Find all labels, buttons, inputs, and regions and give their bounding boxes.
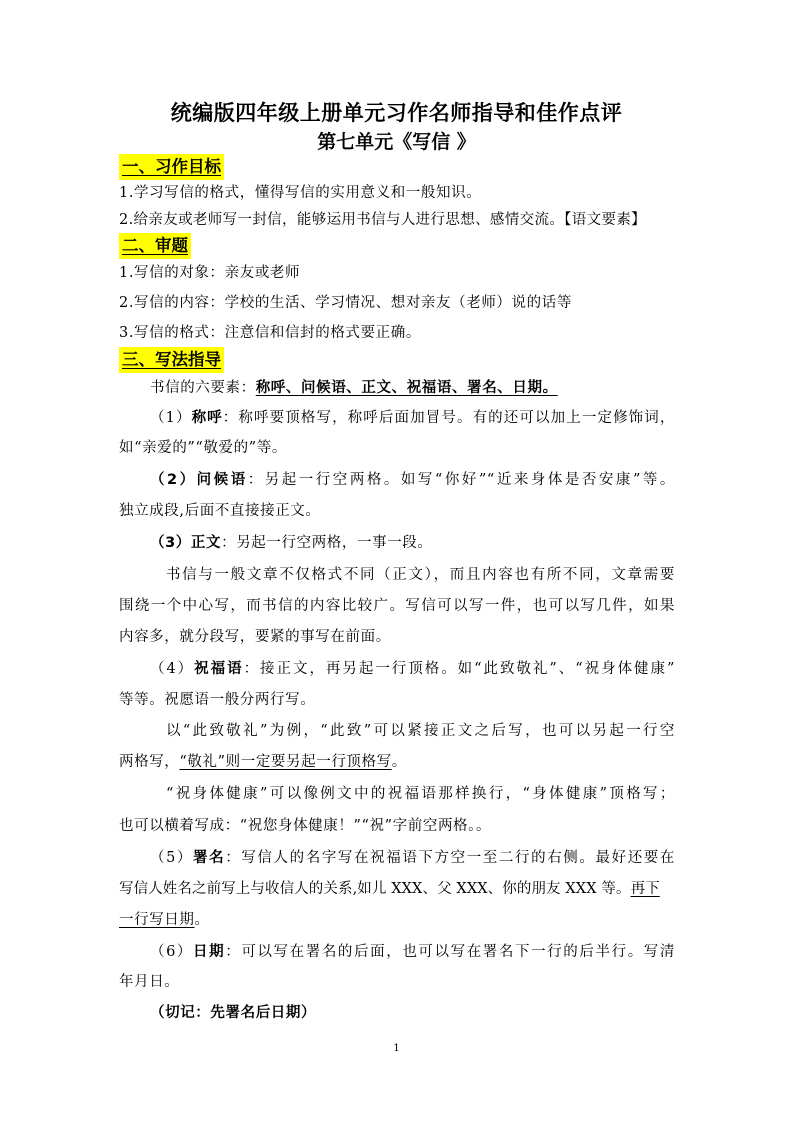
- paragraph-2-number: （2）: [150, 472, 197, 488]
- goal-item-2: 2.给亲友或老师写一封信，能够运用书信与人进行思想、感情交流。【语文要素】: [119, 212, 647, 228]
- paragraph-1-number: （1）: [150, 410, 192, 426]
- review-item-2: 2.写信的内容：学校的生活、学习情况、想对亲友（老师）说的话等: [119, 295, 572, 311]
- goal-item-1: 1.学习写信的格式，懂得写信的实用意义和一般知识。: [119, 185, 482, 201]
- note-line: （切记：先署名后日期）: [150, 1005, 317, 1021]
- paragraph-2-text: ：另起一行空两格。如写“你好”“近来身体是否安康”等。: [247, 472, 676, 488]
- paragraph-3b-line-1: 书信与一般文章不仅格式不同（正文），而且内容也有所不同，文章需要: [166, 567, 675, 583]
- paragraph-5-text-c: 。: [194, 912, 210, 928]
- paragraph-5-term: 署名: [193, 850, 226, 866]
- section-heading-goal: 一、习作目标: [119, 154, 224, 180]
- paragraph-4-text: ：接正文，再另起一行顶格。如“此致敬礼”、“祝身体健康”: [243, 661, 675, 677]
- paragraph-4b-text-a: 两格写，: [119, 754, 180, 770]
- paragraph-5-underlined-b: 一行写日期: [119, 912, 195, 928]
- paragraph-5-line-1: [150, 848, 675, 868]
- paragraph-6-line-1: [150, 942, 675, 962]
- page-number: 1: [393, 1043, 400, 1054]
- six-elements-list: 称呼、问候语、正文、祝福语、署名、日期。: [255, 380, 558, 396]
- paragraph-2-term: 问候语: [196, 472, 248, 488]
- paragraph-4b-line-1: 以“此致敬礼”为例，“此致”可以紧接正文之后写，也可以另起一行空: [166, 723, 675, 739]
- paragraph-1-line-1: [150, 408, 675, 428]
- document-title: 统编版四年级上册单元习作名师指导和佳作点评: [170, 101, 623, 125]
- paragraph-1-text: ：称呼要顶格写，称呼后面加冒号。有的还可以加上一定修饰词，: [222, 410, 675, 426]
- paragraph-3b-line-2: 围绕一个中心写，而书信的内容比较广。写信可以写一件，也可以写几件，如果: [119, 598, 675, 614]
- review-item-3: 3.写信的格式：注意信和信封的格式要正确。: [119, 325, 421, 341]
- paragraph-3-term: 正文: [190, 535, 222, 551]
- paragraph-6-line-2: 年月日。: [119, 974, 180, 990]
- paragraph-3b-line-3: 内容多，就分段写，要紧的事写在前面。: [119, 629, 391, 645]
- paragraph-4-line-1: [150, 659, 675, 679]
- paragraph-4c-line-1: “祝身体健康”可以像例文中的祝福语那样换行，“身体健康”顶格写；: [166, 786, 675, 802]
- paragraph-5-number: （5）: [150, 850, 194, 866]
- paragraph-5-text-b: 写信人姓名之前写上与收信人的关系,如儿 XXX、父 XXX、你的朋友 XXX 等。: [119, 881, 631, 897]
- paragraph-3-text: ：另起一行空两格，一事一段。: [221, 535, 433, 551]
- six-elements-lead: 书信的六要素：: [150, 380, 256, 396]
- six-elements-line: [150, 378, 558, 398]
- paragraph-3-number: （3）: [150, 535, 191, 551]
- paragraph-1-term: 称呼: [191, 410, 223, 426]
- paragraph-3-line-1: [150, 533, 433, 553]
- paragraph-2-line-1: [150, 470, 675, 490]
- paragraph-4c-line-2: 也可以横着写成：“祝您身体健康！”“祝”字前空两格。。: [119, 818, 492, 834]
- paragraph-6-term: 日期: [193, 944, 226, 960]
- paragraph-5-line-2: [119, 879, 675, 899]
- paragraph-4-line-2: 等等。祝愿语一般分两行写。: [119, 692, 316, 708]
- paragraph-5-underlined-a: 再下: [630, 881, 660, 897]
- paragraph-4b-text-b: 。: [391, 754, 407, 770]
- paragraph-2-line-2: 独立成段,后面不直接接正文。: [119, 503, 321, 519]
- paragraph-4-number: （4）: [150, 661, 195, 677]
- paragraph-4-term: 祝福语: [194, 661, 244, 677]
- paragraph-6-number: （6）: [150, 944, 194, 960]
- paragraph-5-line-3: [119, 910, 675, 930]
- section-heading-guide: 三、写法指导: [119, 347, 224, 373]
- paragraph-4b-line-2: [119, 752, 675, 772]
- paragraph-5-text: ：写信人的名字写在祝福语下方空一至二行的右侧。最好还要在: [225, 850, 675, 866]
- review-item-1: 1.写信的对象：亲友或老师: [119, 265, 301, 281]
- paragraph-6-text: ：可以写在署名的后面，也可以写在署名下一行的后半行。写清: [225, 944, 675, 960]
- section-heading-review: 二、审题: [119, 233, 191, 259]
- paragraph-4b-underlined: “敬礼”则一定要另起一行顶格写: [179, 754, 392, 770]
- paragraph-1-line-2: 如“亲爱的”“敬爱的”等。: [119, 440, 287, 456]
- document-subtitle: 第七单元《写信 》: [317, 131, 476, 153]
